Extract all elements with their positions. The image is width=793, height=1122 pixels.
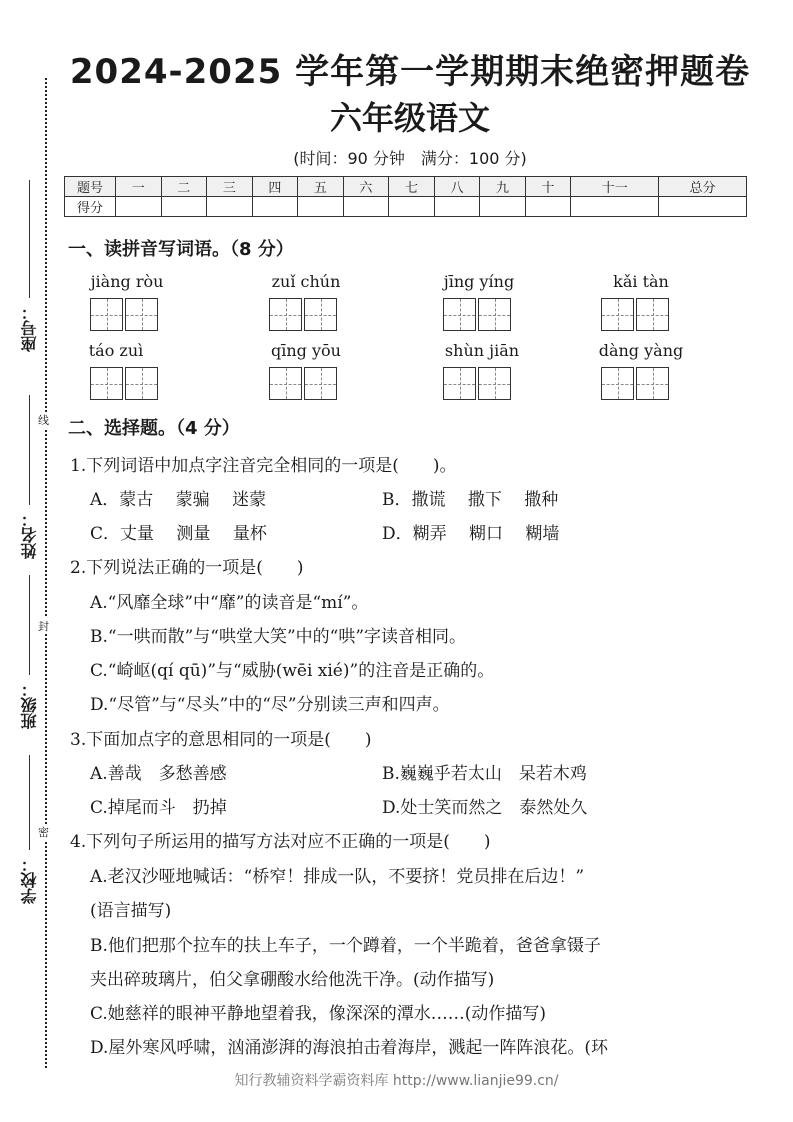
- score-col-header: 一: [116, 177, 162, 197]
- exam-title: 2024-2025 学年第一学期期末绝密押题卷: [69, 52, 751, 92]
- score-col-header: 七: [389, 177, 435, 197]
- score-cell[interactable]: [525, 197, 571, 217]
- pinyin-prompt: jiàng ròu: [90, 272, 164, 291]
- q3-option-b[interactable]: B.巍巍乎若太山 呆若木鸡: [382, 764, 587, 784]
- score-col-header: 六: [343, 177, 389, 197]
- score-row: [65, 197, 747, 217]
- school-label: 学校：: [19, 856, 39, 904]
- score-label: 得分: [65, 197, 116, 217]
- question-number-row: [65, 177, 747, 197]
- q1-option-a[interactable]: A．蒙古 蒙骗 迷蒙: [90, 490, 267, 510]
- q3-option-c[interactable]: C.掉尾而斗 扔掉: [90, 798, 227, 818]
- school-field[interactable]: [14, 755, 44, 904]
- q4-option-b[interactable]: B.他们把那个拉车的扶上车子，一个蹲着，一个半跪着，爸爸拿镊子: [90, 936, 601, 956]
- q2-option-d[interactable]: D.“尽管”与“尽头”中的“尽”分别读三声和四声。: [90, 695, 450, 715]
- tian-cell[interactable]: [478, 367, 511, 400]
- score-cell[interactable]: [252, 197, 298, 217]
- writing-grid[interactable]: [443, 298, 511, 331]
- score-col-header: 二: [161, 177, 207, 197]
- class-field[interactable]: [14, 575, 44, 729]
- q3-option-d[interactable]: D.处士笑而然之 泰然处久: [382, 798, 588, 818]
- q2-option-b[interactable]: B.“一哄而散”与“哄堂大笑”中的“哄”字读音相同。: [90, 627, 467, 647]
- score-cell[interactable]: [434, 197, 480, 217]
- tian-cell[interactable]: [304, 298, 337, 331]
- tian-cell[interactable]: [125, 367, 158, 400]
- score-cell[interactable]: [659, 197, 747, 217]
- binding-dotted-line: [45, 78, 47, 1068]
- section2-title: 二、选择题。（4 分）: [68, 418, 240, 439]
- class-underline: [29, 575, 30, 675]
- q1-option-c[interactable]: C．丈量 测量 量杯: [90, 524, 267, 544]
- score-cell[interactable]: [207, 197, 253, 217]
- pinyin-prompt: qīng yōu: [271, 341, 341, 360]
- seat-underline: [29, 180, 30, 298]
- question-number-label: 题号: [65, 177, 116, 197]
- writing-grid[interactable]: [269, 367, 337, 400]
- tian-cell[interactable]: [443, 298, 476, 331]
- score-table: [64, 176, 747, 217]
- score-col-header: 八: [434, 177, 480, 197]
- tian-cell[interactable]: [478, 298, 511, 331]
- q4-option-a-note: (语言描写): [90, 901, 172, 921]
- tian-cell[interactable]: [601, 367, 634, 400]
- q2-option-c[interactable]: C.“崎岖(qí qū)”与“威胁(wēi xié)”的注音是正确的。: [90, 661, 495, 681]
- q4-option-b-continued: 夹出碎玻璃片，伯父拿硼酸水给他洗干净。(动作描写): [90, 970, 495, 990]
- q4-option-c[interactable]: C.她慈祥的眼神平静地望着我，像深深的潭水……(动作描写): [90, 1004, 547, 1024]
- score-cell[interactable]: [389, 197, 435, 217]
- tian-cell[interactable]: [636, 367, 669, 400]
- score-cell[interactable]: [161, 197, 207, 217]
- score-cell[interactable]: [343, 197, 389, 217]
- score-col-header: 十: [525, 177, 571, 197]
- writing-grid[interactable]: [90, 367, 158, 400]
- tian-cell[interactable]: [269, 367, 302, 400]
- score-col-header: 三: [207, 177, 253, 197]
- score-cell[interactable]: [571, 197, 659, 217]
- seal-mark-mi: 密: [38, 826, 49, 839]
- score-col-header: 四: [252, 177, 298, 197]
- seal-mark-line: 线: [38, 414, 49, 427]
- name-label: 姓名：: [19, 511, 39, 559]
- school-underline: [29, 755, 30, 850]
- q4-stem: 4.下列句子所运用的描写方法对应不正确的一项是( ): [70, 832, 491, 852]
- q3-stem: 3.下面加点字的意思相同的一项是( ): [70, 730, 372, 750]
- q4-option-a[interactable]: A.老汉沙哑地喊话：“桥窄！排成一队，不要挤！党员排在后边！”: [90, 867, 585, 887]
- tian-cell[interactable]: [90, 298, 123, 331]
- seat-field[interactable]: [14, 180, 44, 352]
- section1-title: 一、读拼音写词语。（8 分）: [68, 239, 294, 260]
- exam-subtitle: 六年级语文: [329, 99, 490, 137]
- pinyin-prompt: shùn jiān: [444, 341, 520, 360]
- name-underline: [29, 395, 30, 505]
- q1-option-b[interactable]: B．撒谎 撒下 撒种: [382, 490, 559, 510]
- q1-option-d[interactable]: D．糊弄 糊口 糊墙: [382, 524, 560, 544]
- tian-cell[interactable]: [443, 367, 476, 400]
- tian-cell[interactable]: [90, 367, 123, 400]
- q1-stem: 1.下列词语中加点字注音完全相同的一项是( )。: [70, 456, 457, 476]
- q2-stem: 2.下列说法正确的一项是( ): [70, 558, 304, 578]
- score-col-header: 五: [298, 177, 344, 197]
- footer-watermark: 知行教辅资料学霸资料库 http://www.lianjie99.cn/: [234, 1073, 559, 1089]
- score-col-header: 总分: [659, 177, 747, 197]
- writing-grid[interactable]: [443, 367, 511, 400]
- time-and-score-info: (时间：90 分钟 满分：100 分): [293, 149, 527, 168]
- tian-cell[interactable]: [601, 298, 634, 331]
- tian-cell[interactable]: [269, 298, 302, 331]
- score-cell[interactable]: [116, 197, 162, 217]
- writing-grid[interactable]: [90, 298, 158, 331]
- score-col-header: 九: [480, 177, 526, 197]
- pinyin-prompt: dàng yàng: [598, 341, 684, 360]
- q3-option-a[interactable]: A.善哉 多愁善感: [90, 764, 227, 784]
- writing-grid[interactable]: [601, 298, 669, 331]
- seal-mark-feng: 封: [38, 620, 49, 633]
- writing-grid[interactable]: [269, 298, 337, 331]
- seat-label: 座号：: [19, 304, 39, 352]
- score-cell[interactable]: [480, 197, 526, 217]
- pinyin-prompt: zuǐ chún: [271, 272, 341, 291]
- writing-grid[interactable]: [601, 367, 669, 400]
- tian-cell[interactable]: [125, 298, 158, 331]
- class-label: 班级：: [19, 681, 39, 729]
- name-field[interactable]: [14, 395, 44, 559]
- pinyin-prompt: jīng yíng: [443, 272, 515, 291]
- tian-cell[interactable]: [304, 367, 337, 400]
- pinyin-prompt: táo zuì: [88, 341, 144, 360]
- tian-cell[interactable]: [636, 298, 669, 331]
- q4-option-d[interactable]: D.屋外寒风呼啸，汹涌澎湃的海浪拍击着海岸，溅起一阵阵浪花。(环: [90, 1038, 609, 1058]
- pinyin-prompt: kǎi tàn: [613, 272, 669, 291]
- score-cell[interactable]: [298, 197, 344, 217]
- score-col-header: 十一: [571, 177, 659, 197]
- q2-option-a[interactable]: A.“风靡全球”中“靡”的读音是“mí”。: [90, 593, 369, 613]
